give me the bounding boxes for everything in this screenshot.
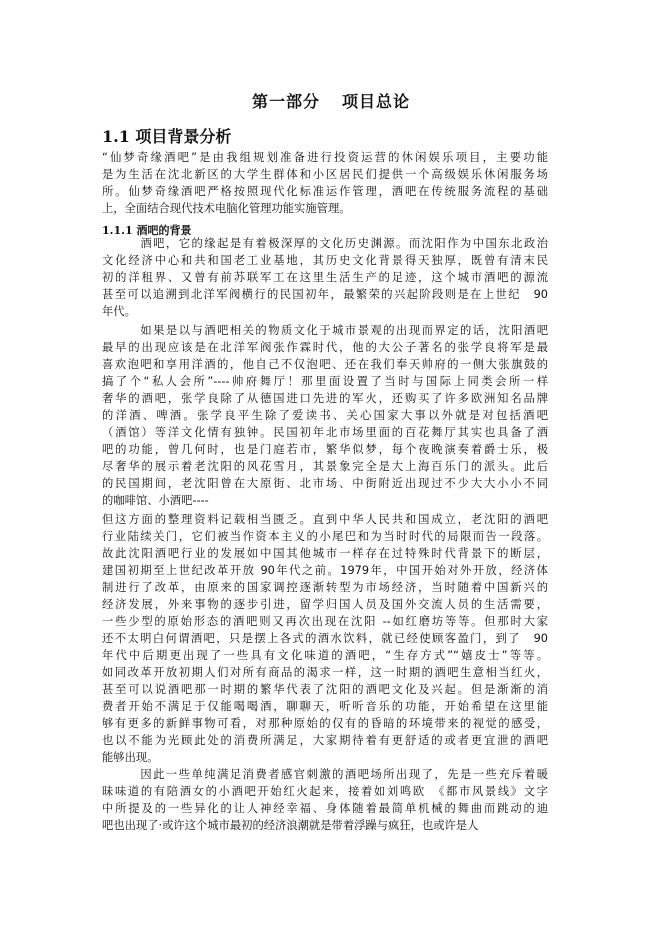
text-line: 的咖啡馆、小酒吧----: [102, 494, 209, 507]
paragraph-development: [102, 511, 548, 766]
text-line: 够有更多的新鲜事物可看，对那种原始的仅有的昏暗的环境带来的视觉的感受，: [102, 717, 548, 730]
text-line: 因此一些单纯满足消费者感官刺激的酒吧场所出现了，先是一些充斥着暖: [102, 768, 548, 781]
text-line: 如果是以与酒吧相关的物质文化于城市景观的出现而界定的话，沈阳酒吧: [102, 324, 548, 337]
text-line: 费者开始不满足于仅能喝喝酒，聊聊天，听听音乐的功能，开始希望在这里能: [102, 700, 548, 713]
text-line: 吧也出现了·或许这个城市最初的经济浪潮就是带着浮躁与疯狂，也或许是人: [102, 819, 479, 832]
paragraph-intro: [102, 149, 548, 217]
text-line: 的民国期间，老沈阳曾在大原街、北市场、中街附近出现过不少大大小小不同: [102, 477, 548, 490]
text-line: 年代中后期更出现了一些具有文化味道的酒吧，“生存方式”“嬉皮士”等等。: [102, 649, 548, 662]
text-line: 能够出现。: [102, 751, 159, 764]
text-line: 搞了个“私人会所”----帅府舞厅！那里面设置了当时与国际上同类会所一样: [102, 375, 548, 388]
text-line: 年代。: [102, 305, 136, 318]
text-line: 初的洋租界、又曾有前苏联军工在这里生活生产的足迹，这个城市酒吧的源流: [102, 271, 548, 284]
text-line: 如同改革开放初期人们对所有商品的渴求一样，这一时期的酒吧生意相当红火，: [102, 666, 548, 679]
text-line: 行业陆续关门，它们被当作资本主义的小尾巴和为当时时代的局限而告一段落。: [102, 530, 548, 543]
text-line: 文化经济中心和共和国老工业基地，其历史文化背景得天独厚，既曾有清末民: [102, 254, 548, 267]
text-line: 建国初期至上世纪改革开放 90年代之前。1979年，中国开始对外开放，经济体: [102, 564, 548, 577]
text-line: 也以不能为光顾此处的消费所满足，大家期待着有更舒适的或者更宜泄的酒吧: [102, 734, 548, 747]
text-line: 昧味道的有陪酒女的小酒吧开始红火起来，接着如刘鸣欧 《都市风景线》文字: [102, 785, 548, 798]
text-line: 还不太明白何谓酒吧，只是摆上各式的酒水饮料，就已经使顾客盈门，到了 90: [102, 632, 548, 645]
text-line: 的洋酒、啤酒。张学良平生除了爱读书、关心国家大事以外就是对包括酒吧: [102, 409, 548, 422]
text-line: 尽奢华的展示着老沈阳的风花雪月，其景象完全是大上海百乐门的派头。此后: [102, 460, 548, 473]
text-line: 故此沈阳酒吧行业的发展如中国其他城市一样存在过特殊时代背景下的断层，: [102, 547, 548, 560]
text-line: 喜欢泡吧和享用洋酒的，他自己不仅泡吧、还在我们奉天帅府的一侧大张旗鼓的: [102, 358, 548, 371]
subsection-heading: 1.1.1 酒吧的背景: [102, 224, 192, 237]
text-line: 制进行了改革，由原来的国家调控逐渐转型为市场经济，当时随着中国新兴的: [102, 581, 548, 594]
section-heading: 1.1 项目背景分析: [102, 127, 232, 146]
text-line: 最早的出现应该是在北洋军阀张作霖时代，他的大公子著名的张学良将军是最: [102, 341, 548, 354]
text-line: 一些少型的原始形态的酒吧则又再次出现在沈阳 --如红磨坊等等。但那时大家: [102, 615, 548, 628]
page-title: [0, 89, 662, 112]
text-line: 甚至可以追溯到北洋军阀横行的民国初年，最繁荣的兴起阶段则是在上世纪 90: [102, 288, 548, 301]
text-line: 所。仙梦奇缘酒吧严格按照现代化标准运作管理，酒吧在传统服务流程的基础: [102, 185, 548, 198]
text-line: 奢华的酒吧，张学良除了从德国进口先进的军火，还购买了许多欧洲知名品牌: [102, 392, 548, 405]
title-name: 项目总论: [342, 92, 411, 111]
text-line: （酒馆）等洋文化情有独钟。民国初年北市场里面的百花舞厅其实也具备了酒: [102, 426, 548, 439]
text-line: “仙梦奇缘酒吧”是由我组规划准备进行投资运营的休闲娱乐项目，主要功能: [102, 151, 548, 164]
text-line: 吧的功能，曾几何时，也是门庭若市，繁华似梦，每个夜晚演奏着爵士乐，极: [102, 443, 548, 456]
text-line: 经济发展，外来事物的逐步引进，留学归国人员及国外交流人员的生活需要，: [102, 598, 548, 611]
paragraph-early-history: [102, 322, 548, 509]
text-line: 酒吧，它的缘起是有着极深厚的文化历史渊源。而沈阳作为中国东北政治: [102, 237, 548, 250]
text-line: 甚至可以说酒吧那一时期的繁华代表了沈阳的酒吧文化及兴起。但是渐渐的消: [102, 683, 548, 696]
text-line: 中所提及的一些异化的让人神经幸福、身体随着最简单机械的舞曲而跳动的迪: [102, 802, 548, 815]
text-line: 上，全面结合现代技术电脑化管理功能实施管理。: [102, 202, 351, 215]
title-part: 第一部分: [251, 92, 320, 111]
text-line: 是为生活在沈北新区的大学生群体和小区居民们提供一个高级娱乐休闲服务场: [102, 168, 548, 181]
text-line: 但这方面的整理资料记载相当匮乏。直到中华人民共和国成立，老沈阳的酒吧: [102, 513, 548, 526]
paragraph-bar-origin: [102, 235, 548, 320]
paragraph-later: [102, 766, 548, 834]
